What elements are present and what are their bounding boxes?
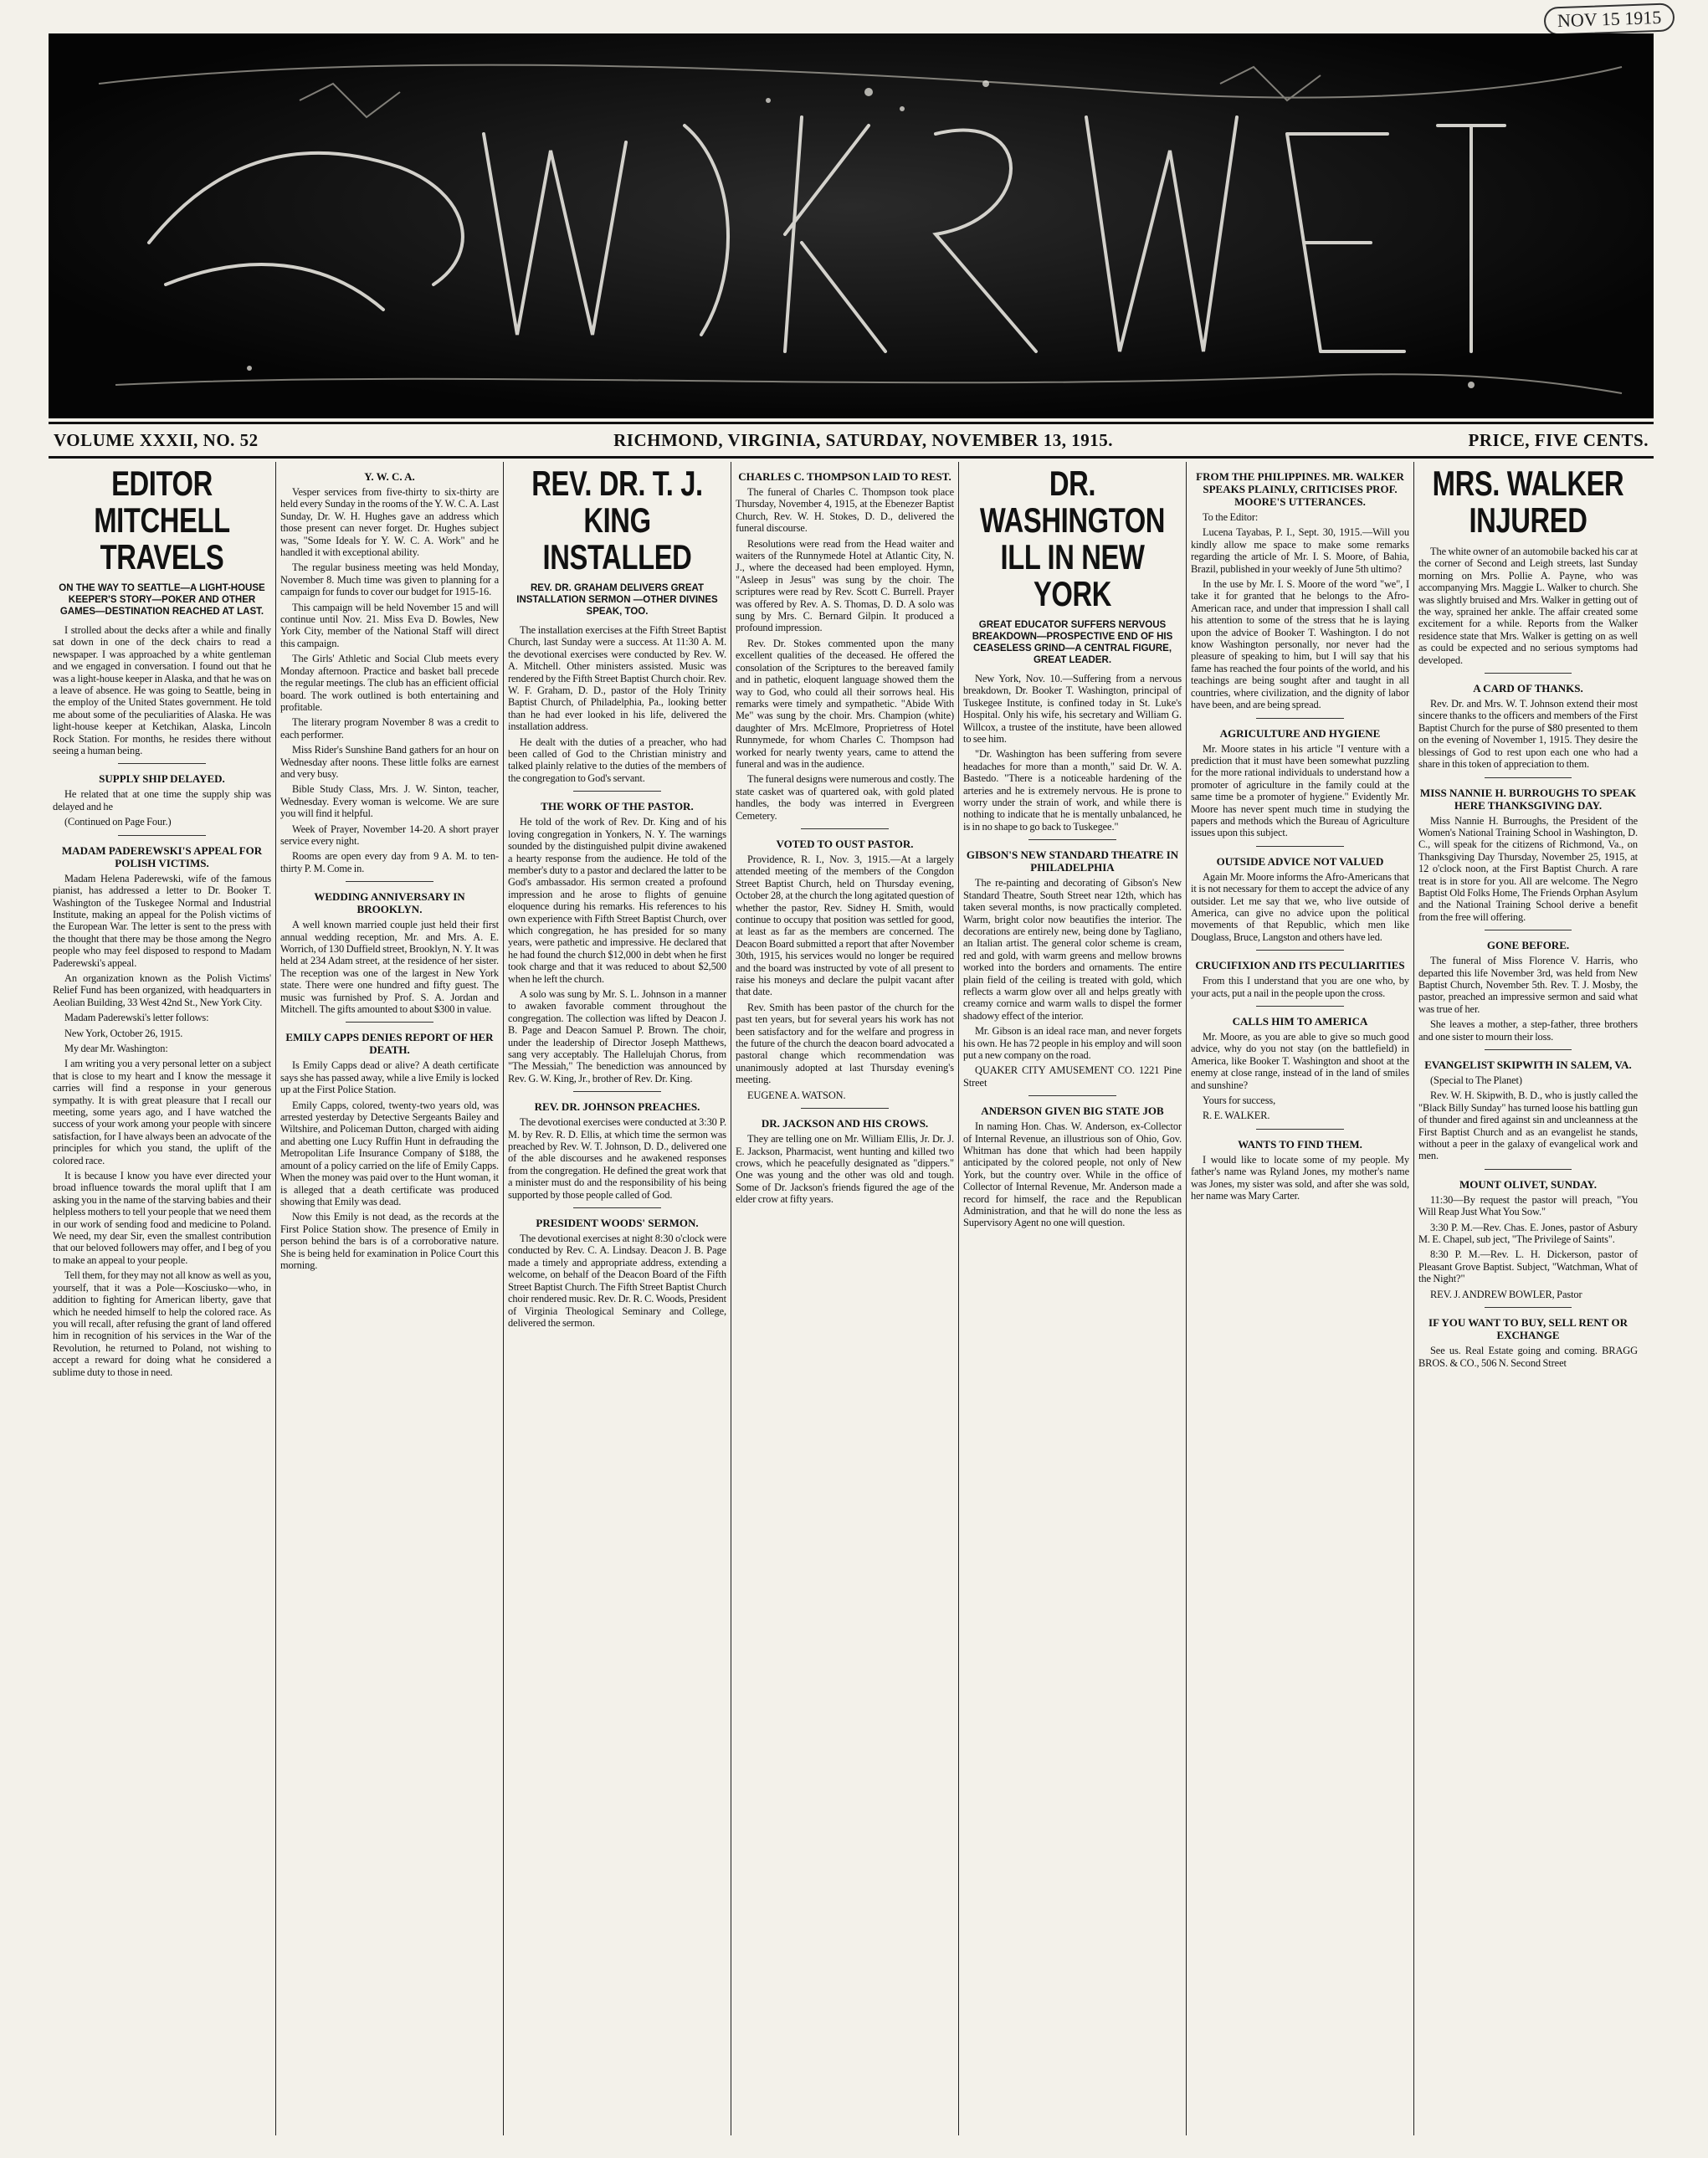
- section-divider: [1485, 777, 1572, 778]
- headline: EDITOR MITCHELL TRAVELS: [94, 464, 230, 577]
- section-heading: FROM THE PHILIPPINES. MR. WALKER SPEAKS PLAINLY, CRITICISES PROF. MOORE'S UTTERANCES.: [1196, 470, 1404, 508]
- article-paragraph: Rev. Dr. Stokes commented upon the many excellent qualities of the deceased. He offered the consolation of the Scriptures to the bereaved family and in pathetic, eloquent language showed them the way to God, who could all their sorrows heal. His remarks were timely and sympathetic. "Abide With Me" was sung by the choir. Mrs. Champion (white) daughter of Mrs. McElmore, Proprietress of Hotel Runnymede, for whom Charles C. Thompson had worked for nearly twenty years, came to attend the funeral and was in the audience.: [736, 637, 954, 770]
- section-heading: CHARLES C. THOMPSON LAID TO REST.: [738, 470, 951, 483]
- article-paragraph: Again Mr. Moore informs the Afro-Americans that it is not necessary for them to accept the advice of any outsider. Let me say that we, who live outside of America, can give no advice upon the political movements of that Republic, which men like Douglass, Bruce, Langston and others have led.: [1191, 870, 1409, 943]
- section-heading: WANTS TO FIND THEM.: [1238, 1137, 1362, 1151]
- article-paragraph: Miss Rider's Sunshine Band gathers for an hour on Wednesday after noons. These little folks are earnest and very busy.: [280, 744, 499, 780]
- volume-number: VOLUME XXXII, NO. 52: [54, 429, 259, 450]
- article-paragraph: They are telling one on Mr. William Ellis, Jr. Dr. J. E. Jackson, Pharmacist, went hunting and killed two crows, which he peacefully designated as "dippers." One was young and the other was old and tough. Some of Dr. Jackson's friends figured the age of the elder crow at fifty years.: [736, 1133, 954, 1206]
- article-paragraph: I strolled about the decks after a while and finally sat down in one of the deck chairs to read a newspaper. I was approached by a white gentleman and we engaged in conversation. I found out that he was a light-house keeper in Alaska, and that he was on a leave of absence. He was going to Seattle, being in the employ of the United States government. He told me about some of the peculiarities of Alaska. He was light-house keeper at Ketchikan, Alaska, Lincoln Rock Station. For months, he resides there without seeing a human being.: [53, 624, 271, 757]
- section-divider: [346, 1022, 433, 1023]
- section-heading: DR. JACKSON AND HIS CROWS.: [761, 1117, 929, 1130]
- column-2: [276, 462, 504, 2135]
- section-divider: [346, 881, 433, 882]
- section-divider: [573, 1207, 660, 1208]
- place-date: RICHMOND, VIRGINIA, SATURDAY, NOVEMBER 13, 1915.: [613, 429, 1114, 450]
- article-paragraph: In naming Hon. Chas. W. Anderson, ex-Collector of Internal Revenue, an illustrious son of Ohio, Gov. Whitman has done that which had been happily anticipated by the colored people, not only of New York, but the country over. While in the office of Collector of Internal Revenue, Mr. Anderson made a record for himself, the race and the Republican Administration, and that he will do none the less as Supervisory Agent no one will question.: [963, 1120, 1182, 1229]
- article-paragraph: This campaign will be held November 15 and will continue until Nov. 21. Miss Eva D. Bowles, New York City, member of the National Staff will direct this campaign.: [280, 601, 499, 649]
- section-heading: ANDERSON GIVEN BIG STATE JOB: [981, 1105, 1164, 1118]
- masthead-artwork: [49, 33, 1654, 418]
- article-paragraph: The funeral designs were numerous and costly. The state casket was of quartered oak, with gold plated handles, the body was interred in Evergreen Cemetery.: [736, 773, 954, 822]
- section-heading: WEDDING ANNIVERSARY IN BROOKLYN.: [314, 890, 465, 916]
- section-divider: [1485, 673, 1572, 674]
- subheadline: REV. DR. GRAHAM DELIVERS GREAT INSTALLATION SERMON —OTHER DIVINES SPEAK, TOO.: [516, 583, 718, 617]
- section-divider: [1485, 1307, 1572, 1308]
- price: PRICE, FIVE CENTS.: [1468, 429, 1649, 450]
- article-paragraph: Vesper services from five-thirty to six-thirty are held every Sunday in the rooms of the Y. W. C. A. Last Sunday, Dr. W. H. Hughes gave an address which those present can never forget. Dr. Hughes subject was, "Some Ideals for Y. W. C. A. Work" and he handled it with exceptional ability.: [280, 486, 499, 559]
- article-paragraph: He told of the work of Rev. Dr. King and of his loving congregation in Yonkers, N. Y. The warnings sounded by the distinguished pulpit divine awakened a hearty response from the audience. He told of the member's duty to a pastor and declared the latter to be God's ambassador. His sermon created a profound impression and he arose to flights of genuine eloquence during his remarks. His references to his own experience with Fifth Street Baptist Church, over which congregation, he has presided for so many years, were pathetic and impressive. He declared that he had found the church $12,000 in debt when he first took charge and that it was reduced to about $2,500 when he left the church.: [508, 816, 726, 985]
- article-paragraph: Is Emily Capps dead or alive? A death certificate says she has passed away, while a live Emily is locked up at the First Police Station.: [280, 1059, 499, 1096]
- article-paragraph: It is because I know you have ever directed your broad influence towards the moral uplift that I am asking you in the name of the starving babies and their helpless mothers to tell your people that we need them in our work of sending food and medicine to Poland. We need, my dear Sir, even the smallest contribution that our beloved followers may offer, and I beg of you to make an appeal to your people.: [53, 1170, 271, 1266]
- section-divider: [801, 828, 888, 829]
- section-heading: MOUNT OLIVET, SUNDAY.: [1459, 1177, 1597, 1191]
- article-paragraph: R. E. WALKER.: [1203, 1110, 1270, 1122]
- section-heading: MADAM PADEREWSKI'S APPEAL FOR POLISH VICTIMS.: [61, 843, 263, 869]
- headline: REV. DR. T. J. KING INSTALLED: [531, 464, 703, 577]
- subheadline: ON THE WAY TO SEATTLE—A LIGHT-HOUSE KEEPER'S STORY—POKER AND OTHER GAMES—DESTINATION REACHED AT LAST.: [59, 583, 265, 617]
- article-paragraph: Rev. W. H. Skipwith, B. D., who is justly called the "Black Billy Sunday" has turned loose his battling gun of thunder and fired against sin and uncleanness at the First Baptist Church and as an evangelist he stands, without a peer in the galaxy of evangelical work and men.: [1418, 1089, 1638, 1162]
- article-paragraph: 8:30 P. M.—Rev. L. H. Dickerson, pastor of Pleasant Grove Baptist. Subject, "Watchman, What of the Night?": [1418, 1248, 1638, 1285]
- column-4: [731, 462, 959, 2135]
- column-6: [1187, 462, 1414, 2135]
- article-paragraph: The devotional exercises were conducted at 3:30 P. M. by Rev. R. D. Ellis, at which time the sermon was preached by Rev. W. T. Johnson, D. D., delivered one of the able discourses and he awakened responses from the congregation. He defined the great work that a minister must do and the responsibility of his being supported by those people called of God.: [508, 1116, 726, 1201]
- article-paragraph: Mr. Moore, as you are able to give so much good advice, why do you not stay (on the battlefield) in America, like Booker T. Washington and shoot at the enemy at close range, instead of in the land of smiles and sunshine?: [1191, 1031, 1409, 1091]
- article-paragraph: The installation exercises at the Fifth Street Baptist Church, last Sunday were a success. At 11:30 A. M. the devotional exercises were conducted by Rev. W. A. Mitchell. Other ministers assisted. Music was rendered by the Fifth Street Baptist Church choir. Rev. W. F. Graham, D. D., pastor of the Holy Trinity Baptist Church, of Philadelphia, Pa., looking better than he had ever looked in his life, delivered the installation address.: [508, 624, 726, 733]
- article-paragraph: The white owner of an automobile backed his car at the corner of Second and Leigh streets, last Sunday morning on Mrs. Pollie A. Payne, who was accompanying Mrs. Maggie L. Walker to church. She was slightly bruised and Mrs. Walker in getting out of the way, sprained her ankle. The affair created some excitement for a while. Reports from the Walker residence state that Mrs. Walker is getting on as well as could be expected and no serious symptoms had developed.: [1418, 546, 1638, 666]
- article-paragraph: 11:30—By request the pastor will preach, "You Will Reap Just What You Sow.": [1418, 1193, 1638, 1218]
- section-divider: [1256, 846, 1343, 847]
- section-heading: A CARD OF THANKS.: [1473, 682, 1583, 695]
- article-paragraph: A solo was sung by Mr. S. L. Johnson in a manner to awaken favorable comment throughout the congregation. The collection was lifted by Deacon J. B. Page and Deacon Samuel P. Brown. The choir, under the leadership of Director Joseph Matthews, sang very acceptably. The Hallelujah Chorus, from "The Messiah," The benediction was announced by Rev. G. W. King, Jr., brother of Rev. Dr. King.: [508, 987, 726, 1084]
- article-paragraph: Miss Nannie H. Burroughs, the President of the Women's National Training School in Washington, D. C., will speak for the citizens of Richmond, Va., on Thanksgiving Day Thursday, November 25, 1915, at 12 o'clock noon, at the First Baptist Church. A rare treat is in store for you. All are welcome. The Negro Baptist Old Folks Home, The Friends Orphan Asylum and the National Training School derive a benefit from the free will offering.: [1418, 814, 1638, 923]
- section-heading: CALLS HIM TO AMERICA: [1232, 1015, 1368, 1028]
- article-paragraph: The funeral of Charles C. Thompson took place Thursday, November 4, 1915, at the Ebenezer Baptist Church, Rev. W. H. Stokes, D. D., delivered the funeral discourse.: [736, 486, 954, 535]
- section-heading: OUTSIDE ADVICE NOT VALUED: [1216, 854, 1384, 868]
- section-heading: GIBSON'S NEW STANDARD THEATRE IN PHILADELPHIA: [966, 848, 1179, 874]
- article-paragraph: My dear Mr. Washington:: [64, 1042, 168, 1054]
- article-paragraph: REV. J. ANDREW BOWLER, Pastor: [1430, 1288, 1582, 1300]
- headline: DR. WASHINGTON ILL IN NEW YORK: [979, 464, 1166, 613]
- article-paragraph: I would like to locate some of my people. My father's name was Ryland Jones, my mother's name was Jones, my sister was sold, and after she was sold, her name was Mary Carter.: [1191, 1153, 1409, 1202]
- masthead: [49, 33, 1654, 418]
- section-heading: AGRICULTURE AND HYGIENE: [1219, 726, 1381, 740]
- section-divider: [1256, 718, 1343, 719]
- article-paragraph: He dealt with the duties of a preacher, who had been called of God to the Christian ministry and talked plainly relative to the duties of the members of the congregation to God's servant.: [508, 736, 726, 784]
- column-7: [1414, 462, 1642, 2135]
- article-paragraph: From this I understand that you are one who, by your acts, put a nail in the people upon the cross.: [1191, 975, 1409, 999]
- article-paragraph: Madam Paderewski's letter follows:: [64, 1012, 209, 1024]
- subheadline: GREAT EDUCATOR SUFFERS NERVOUS BREAKDOWN—PROSPECTIVE END OF HIS CEASELESS GRIND—A CENTRAL FIGURE, GREAT LEADER.: [972, 620, 1173, 665]
- section-heading: MISS NANNIE H. BURROUGHS TO SPEAK HERE THANKSGIVING DAY.: [1419, 786, 1637, 812]
- article-paragraph: Madam Helena Paderewski, wife of the famous pianist, has addressed a letter to Dr. Booker T. Washington of the Tuskegee Normal and Industrial Institute, making an appeal for the Polish victims of the European War. The letter is sent to the press with the thought that there may be those among the Negro people who may feel disposed to respond to Madam Paderewski's appeal.: [53, 872, 271, 969]
- article-paragraph: Tell them, for they may not all know as well as you, yourself, that it was a Pole—Kosciusko—who, in addition to fighting for American liberty, gave that which he needed himself to help the colored race. As you will recall, after refusing the grant of land offered him in recognition of his services in the War of the Revolution, he returned to Poland, not wishing to accept a reward for doing what he considered a sublime duty to those in need.: [53, 1269, 271, 1378]
- section-heading: VOTED TO OUST PASTOR.: [776, 837, 914, 850]
- section-divider: [118, 763, 205, 764]
- section-heading: EVANGELIST SKIPWITH IN SALEM, VA.: [1424, 1058, 1632, 1071]
- article-paragraph: See us. Real Estate going and coming. BRAGG BROS. & CO., 506 N. Second Street: [1418, 1345, 1638, 1369]
- section-divider: [1028, 839, 1116, 840]
- headline: MRS. WALKER INJURED: [1432, 464, 1624, 540]
- article-paragraph: Rev. Smith has been pastor of the church for the past ten years, but for several years his work has not been satisfactory and for the welfare and progress in the future of the church the deacon board advocated a pastoral change which recommendation was unanimously adopted at last Thursday evening's meeting.: [736, 1001, 954, 1086]
- section-divider: [573, 1091, 660, 1092]
- article-paragraph: New York, Nov. 10.—Suffering from a nervous breakdown, Dr. Booker T. Washington, principal of Tuskegee Institute, is confined today in St. Luke's Hospital. Only his wife, his secretary and William G. Willcox, a trustee of the institute, have been allowed to see him.: [963, 673, 1182, 746]
- article-paragraph: An organization known as the Polish Victims' Relief Fund has been organized, with headquarters in Aeolian Building, 33 West 42nd St., New York City.: [53, 971, 271, 1008]
- dateline-bar: [49, 422, 1654, 459]
- article-paragraph: Rooms are open every day from 9 A. M. to ten-thirty P. M. Come in.: [280, 850, 499, 874]
- article-paragraph: 3:30 P. M.—Rev. Chas. E. Jones, pastor of Asbury M. E. Chapel, sub ject, "The Privilege of Saints".: [1418, 1221, 1638, 1246]
- section-divider: [1485, 1169, 1572, 1170]
- section-heading: IF YOU WANT TO BUY, SELL RENT OR EXCHANGE: [1428, 1316, 1628, 1342]
- article-paragraph: The regular business meeting was held Monday, November 8. Much time was given to planning for a campaign for funds to cover our budget for 1915-16.: [280, 561, 499, 598]
- section-heading: CRUCIFIXION AND ITS PECULIARITIES: [1195, 959, 1405, 972]
- section-heading: THE WORK OF THE PASTOR.: [541, 800, 694, 813]
- news-columns: [49, 462, 1654, 2135]
- section-divider: [573, 791, 660, 792]
- article-paragraph: (Continued on Page Four.): [64, 816, 172, 828]
- article-paragraph: The funeral of Miss Florence V. Harris, who departed this life November 3rd, was held from New Baptist Church, November 5th. Rev. T. J. Mosby, the pastor, preached an impressive sermon and said what was true of her.: [1418, 955, 1638, 1015]
- article-paragraph: To the Editor:: [1203, 511, 1259, 523]
- article-paragraph: (Special to The Planet): [1430, 1074, 1522, 1086]
- article-paragraph: She leaves a mother, a step-father, three brothers and one sister to mourn their loss.: [1418, 1018, 1638, 1043]
- article-paragraph: Now this Emily is not dead, as the records at the First Police Station show. The presence of Emily in person behind the bars is of a corroborative nature. She is being held for examination in Police Court this morning.: [280, 1211, 499, 1271]
- section-divider: [1028, 1095, 1116, 1096]
- article-paragraph: New York, October 26, 1915.: [64, 1027, 183, 1039]
- article-paragraph: Mr. Gibson is an ideal race man, and never forgets his own. He has 72 people in his employ and will soon put a new company on the road.: [963, 1025, 1182, 1061]
- article-paragraph: He related that at one time the supply ship was delayed and he: [53, 788, 271, 812]
- article-paragraph: The Girls' Athletic and Social Club meets every Monday afternoon. Practice and basket ball precede the regular meetings. The club has an efficient official board. The work outlined is both entertaining and profitable.: [280, 653, 499, 713]
- section-heading: PRESIDENT WOODS' SERMON.: [536, 1217, 699, 1230]
- section-divider: [1485, 1049, 1572, 1050]
- article-paragraph: Providence, R. I., Nov. 3, 1915.—At a largely attended meeting of the members of the Congdon Street Baptist Church, held on Thursday evening, October 28, at the church the long agitated question of whether the pastor, Rev. Sidney H. Smith, would continue to occupy that position was settled for good, at least as far as the members are concerned. The Deacon Board submitted a report that after November 30th, 1915, his services would no longer be required and the board was instructed by vote of all present to raise his moneys and declare the pulpit vacant after that date.: [736, 853, 954, 998]
- date-stamp: NOV 15 1915: [1543, 3, 1675, 35]
- section-divider: [1256, 1129, 1343, 1130]
- section-heading: EMILY CAPPS DENIES REPORT OF HER DEATH.: [285, 1031, 494, 1057]
- article-paragraph: The re-painting and decorating of Gibson's New Standard Theatre, South Street near 12th, which has taken several months, is now practically completed. Warm, bright color now beautifies the interior. The decorations are entirely new, being done by Tagliano, an Italian artist. The general color scheme is cream, red and gold, with warm greens and mellow browns worked into the borders and ornaments. The entire plain field of the ceiling is treated with gold, which reflects a warm glow over all and helps greatly with creamy cornice and warm walls to dispel the former shadowy effect of the interior.: [963, 877, 1182, 1022]
- section-divider: [801, 1108, 888, 1109]
- article-paragraph: I am writing you a very personal letter on a subject that is close to my heart and I know the message it carries will find a response in your generous sympathy. It is with great pleasure that I recall our meeting, some years ago, and I have watched the success of your work among your people with sincere satisfaction, for I have always been an advocate of the principles for which you stand, the uplift of the colored race.: [53, 1058, 271, 1166]
- article-paragraph: The literary program November 8 was a credit to each performer.: [280, 716, 499, 741]
- article-paragraph: Mr. Moore states in his article "I venture with a prediction that it must have been somewhat puzzling for the more rational individuals to understand how a promoter of agriculture in the family could at the same time be a promoter of hygiene." Evidently Mr. Moore has never spent much time in studying the papers and methods which the Bureau of Agriculture issues upon this subject.: [1191, 742, 1409, 839]
- article-paragraph: A well known married couple just held their first annual wedding reception, Mr. and Mrs. A. E. Worrich, of 130 Duffield street, Brooklyn, N. Y. It was held at 234 Adam street, at the residence of her sister. The reception was one of the largest in New York state. There were one hundred and fifty guest. The music was furnished by Prof. S. A. Jordan and Mitchell. The gifts amounted to about $300 in value.: [280, 919, 499, 1016]
- article-paragraph: Resolutions were read from the Head waiter and waiters of the Runnymede Hotel at Atlantic City, N. J., where the deceased had been employed. Hymn, "Asleep in Jesus" was sung by the choir. The scriptures were read by Rev. Scott C. Burrell. Prayer was offered by Rev. A. S. Thomas, D. D. A solo was sung by Mrs. C. Bernard Gilpin. It produced a profound impression.: [736, 537, 954, 634]
- article-paragraph: QUAKER CITY AMUSEMENT CO. 1221 Pine Street: [963, 1064, 1182, 1089]
- article-paragraph: "Dr. Washington has been suffering from severe headaches for more than a month," said Dr. W. A. Bastedo. "There is a noticeable hardening of the arteries and he is extremely nervous. He is prone to worry under the strain of work, and while there is nothing to indicate that he is mentally unbalanced, he is in no shape to go back to Tuskegee.": [963, 748, 1182, 833]
- column-3: [504, 462, 731, 2135]
- article-paragraph: Yours for success,: [1203, 1094, 1276, 1107]
- section-divider: [118, 835, 205, 836]
- section-heading: Y. W. C. A.: [364, 470, 415, 483]
- section-heading: SUPPLY SHIP DELAYED.: [99, 772, 225, 786]
- article-paragraph: In the use by Mr. I. S. Moore of the word "we", I take it for granted that he belongs to the Afro-American race, and under that impression I shall call his attention to some of the stress that he is laying upon the advice of Booker T. Washington. I do not know Washington personally, nor never had the pleasure of speaking to him, but I will say that his fame has reached the four points of the world, and his teachings are being sought after and taught in all countries, where civilization, and the dignity of labor have been, and are being spread.: [1191, 578, 1409, 711]
- article-paragraph: Emily Capps, colored, twenty-two years old, was arrested yesterday by Detective Sergeants Bailey and Wiltshire, and Policeman Dutton, charged with aiding and abetting one Lucy Ruffin Hunt in defrauding the Metropolitan Life Insurance Company of $188, the amount of a policy carried on the life of Emily Capps. When the money was paid over to the Hunt woman, it is alleged that a death certificate was produced showing that Emily was dead.: [280, 1099, 499, 1207]
- article-paragraph: Week of Prayer, November 14-20. A short prayer service every night.: [280, 823, 499, 847]
- article-paragraph: Bible Study Class, Mrs. J. W. Sinton, teacher, Wednesday. Every woman is welcome. We are sure you will find it helpful.: [280, 783, 499, 820]
- column-1: [49, 462, 276, 2135]
- article-paragraph: Rev. Dr. and Mrs. W. T. Johnson extend their most sincere thanks to the officers and members of the First Baptist Church for the purse of $80 presented to them on the evening of November 1, 1915. They desire the blessings of God to rest upon each one who had a share in this token of appreciation to them.: [1418, 698, 1638, 771]
- article-paragraph: The devotional exercises at night 8:30 o'clock were conducted by Rev. C. A. Lindsay. Deacon J. B. Page made a timely and appropriate address, extending a welcome, on behalf of the Deacon Board of the Fifth Street Baptist Church. The Fifth Street Baptist Church choir rendered music. Rev. Dr. R. C. Woods, President of Virginia Theological Seminary and College, delivered the sermon.: [508, 1233, 726, 1329]
- article-paragraph: EUGENE A. WATSON.: [747, 1089, 846, 1101]
- column-5: [959, 462, 1187, 2135]
- section-heading: GONE BEFORE.: [1486, 939, 1570, 952]
- section-divider: [1256, 1006, 1343, 1007]
- section-divider: [1256, 950, 1343, 951]
- section-heading: REV. DR. JOHNSON PREACHES.: [534, 1100, 700, 1114]
- article-paragraph: Lucena Tayabas, P. I., Sept. 30, 1915.—Will you kindly allow me space to make some remarks regarding the article of Mr. I. S. Moore, of Bahia, Brazil, published in your weekly of June 5th ultimo?: [1191, 526, 1409, 575]
